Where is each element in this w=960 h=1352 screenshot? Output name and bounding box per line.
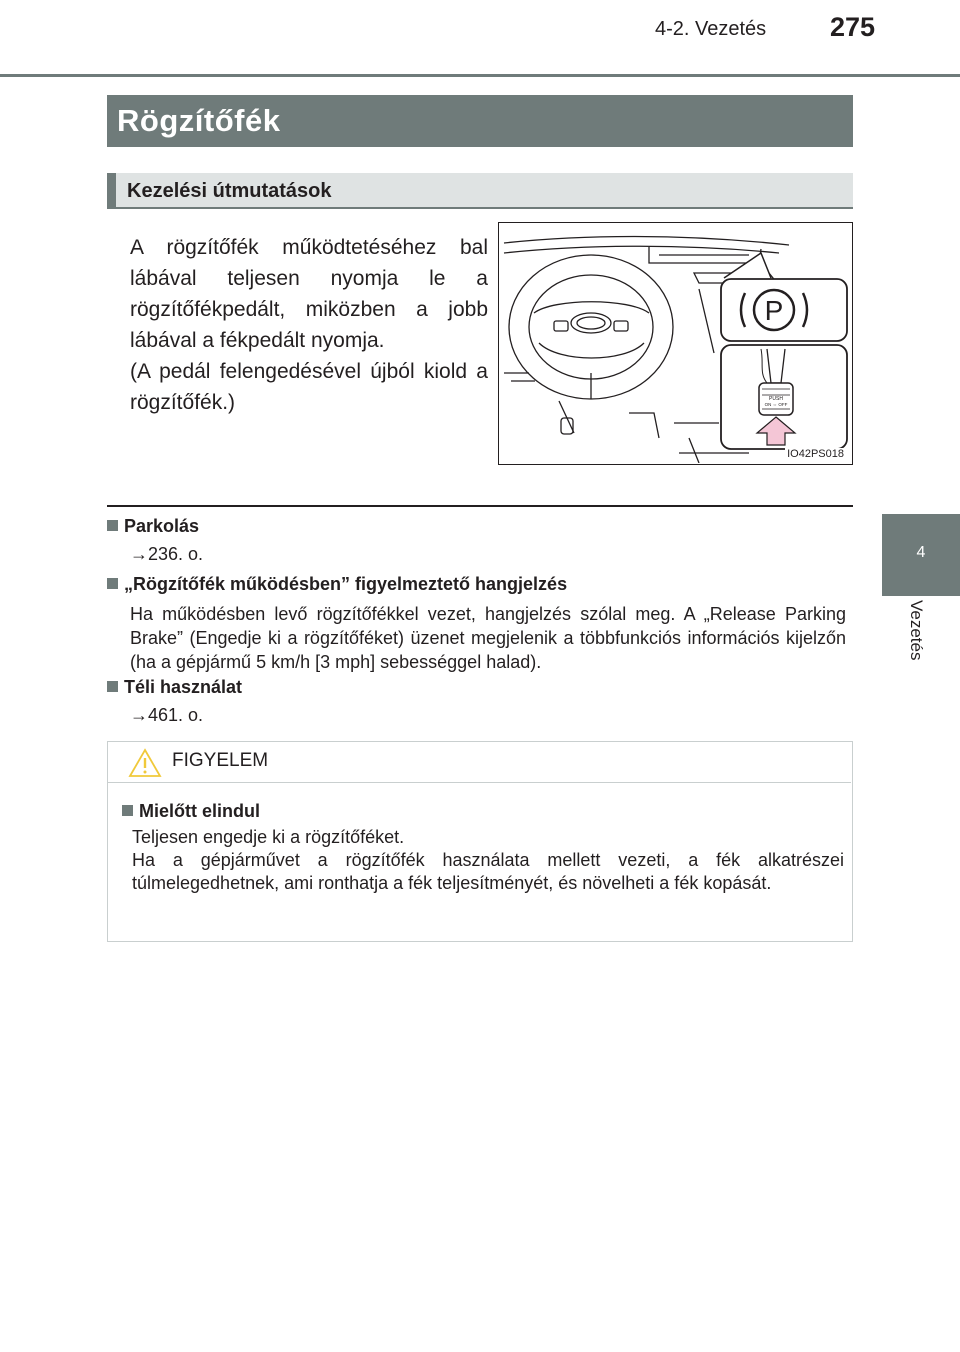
parking-brake-pedal-callout <box>721 345 847 449</box>
warning-header <box>108 742 851 783</box>
header-section: 4-2. Vezetés <box>655 18 767 40</box>
section-divider <box>107 505 853 507</box>
svg-text:P: P <box>764 295 784 326</box>
bullet-square-icon <box>107 520 118 531</box>
bullet-square-icon <box>107 681 118 692</box>
parking-brake-illustration <box>498 222 853 465</box>
chapter-tab[interactable] <box>882 514 960 596</box>
chapter-number: 4 <box>916 544 926 561</box>
warning-box <box>107 741 853 942</box>
header-rule <box>0 74 960 77</box>
parking-brake-indicator-icon <box>721 253 847 341</box>
intro-text <box>130 232 488 418</box>
bullet-square-icon <box>122 805 133 816</box>
section-subtitle: Kezelési útmutatások <box>127 180 332 202</box>
page-number: 275 <box>830 12 876 42</box>
note-heading-warning-buzzer: „Rögzítőfék működésben” figyelmeztető hangjelzés <box>107 574 567 595</box>
subtitle-accent <box>107 173 116 209</box>
note-heading-parking: Parkolás <box>107 516 199 537</box>
section-subtitle-bar <box>107 173 853 209</box>
warning-triangle-icon <box>128 748 162 778</box>
intro-paragraph-1: A rögzítőfék működtetéséhez bal lábával teljesen nyomja le a rögzítőfékpedált, miközben a jobb lábával a fékpedált nyomja. <box>130 236 488 352</box>
warning-subheading: Mielőtt elindul <box>122 801 260 822</box>
warning-line-2: Ha a gépjárművet a rögzítőfék használata mellett vezeti, a fék alkatrészei túlmelegedhetnek, ami ronthatja a fék teljesítményét, és növelheti a fék kopását. <box>132 850 844 893</box>
note-heading-winter: Téli használat <box>107 677 242 698</box>
svg-text:ON ⇔ OFF: ON ⇔ OFF <box>764 402 788 407</box>
note-ref-winter[interactable]: →461. o. <box>130 705 204 725</box>
note-text-warning-buzzer: Ha működésben levő rögzítőfékkel vezet, hangjelzés szólal meg. A „Release Parking Brake” (Engedje ki a rögzítőféket) üzenet megjelenik a többfunkciós információs kijelzőn (ha a gépjármű 5 km/h [3 mph] sebességgel halad). <box>130 604 846 672</box>
svg-text:PUSH: PUSH <box>769 396 783 402</box>
warning-title: FIGYELEM <box>172 750 269 771</box>
warning-line-1: Teljesen engedje ki a rögzítőféket. <box>132 827 405 847</box>
intro-paragraph-2: (A pedál felengedésével újból kiold a rögzítőfék.) <box>130 360 488 414</box>
note-ref-parking[interactable]: →236. o. <box>130 544 204 564</box>
page-title: Rögzítőfék <box>107 95 853 147</box>
dashboard-drawing <box>499 223 851 463</box>
figure-code: IO42PS018 <box>787 448 844 460</box>
chapter-label: Vezetés <box>907 600 926 661</box>
warning-body <box>132 826 844 895</box>
bullet-square-icon <box>107 578 118 589</box>
